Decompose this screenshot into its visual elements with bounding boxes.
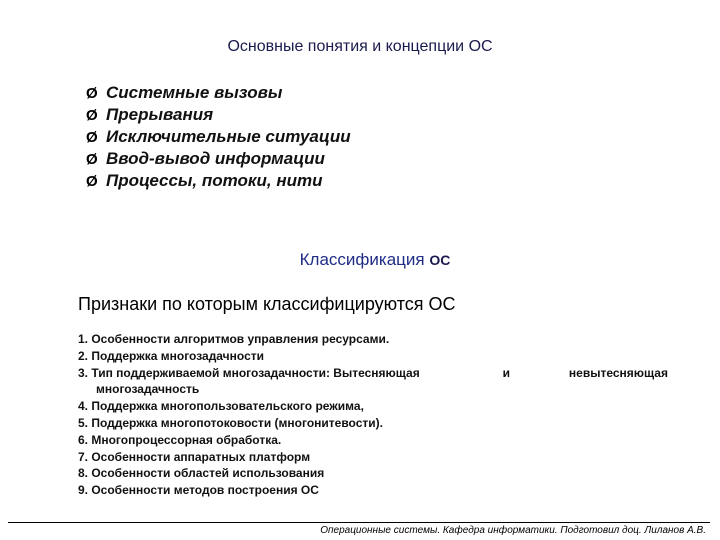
concepts-list (86, 82, 351, 192)
list-item (86, 82, 351, 104)
list-item (86, 126, 351, 148)
list-item (86, 148, 351, 170)
feature-item-continuation: многозадачность (96, 382, 200, 397)
footer-text: Операционные системы. Кафедра информатики. Подготовил доц. Лиланов А.В. (320, 525, 706, 536)
feature-item-part: невытесняющая (568, 365, 668, 380)
list-item-text: Ввод-вывод информации (106, 149, 325, 168)
footer-divider (8, 522, 710, 523)
feature-item: 1. Особенности алгоритмов управления ресурсами. (78, 332, 390, 346)
features-list (78, 331, 668, 499)
arrow-bullet-icon: Ø (86, 150, 98, 168)
page-title: Основные понятия и концепции ОС (227, 38, 493, 55)
feature-item (78, 365, 668, 382)
section-title-os: ОС (429, 252, 451, 268)
arrow-bullet-icon: Ø (86, 84, 98, 102)
arrow-bullet-icon: Ø (86, 106, 98, 124)
section-title-text: Классификация (299, 250, 430, 269)
list-item-text: Процессы, потоки, нити (106, 171, 323, 190)
arrow-bullet-icon: Ø (86, 172, 98, 190)
feature-item-part: и (502, 365, 511, 380)
list-item (86, 170, 351, 192)
list-item-text: Исключительные ситуации (106, 127, 351, 146)
feature-item: 5. Поддержка многопотоковости (многонитевости). (78, 415, 383, 430)
list-item-text: Прерывания (106, 105, 214, 124)
feature-item: 4. Поддержка многопользовательского режима, (78, 399, 364, 414)
feature-item: 7. Особенности аппаратных платформ (78, 449, 311, 464)
arrow-bullet-icon: Ø (86, 128, 98, 146)
feature-item: 9. Особенности методов построения ОС (78, 483, 319, 498)
section-title (0, 250, 720, 270)
list-item-text: Системные вызовы (106, 83, 283, 102)
feature-item-part: 3. Тип поддерживаемой многозадачности: Вытесняющая (78, 365, 420, 380)
feature-item: 2. Поддержка многозадачности (78, 348, 264, 363)
feature-item: 6. Многопроцессорная обработка. (78, 432, 282, 447)
feature-item: 8. Особенности областей использования (78, 466, 325, 481)
list-item (86, 104, 351, 126)
criteria-heading: Признаки по которым классифицируются ОС (78, 294, 456, 314)
